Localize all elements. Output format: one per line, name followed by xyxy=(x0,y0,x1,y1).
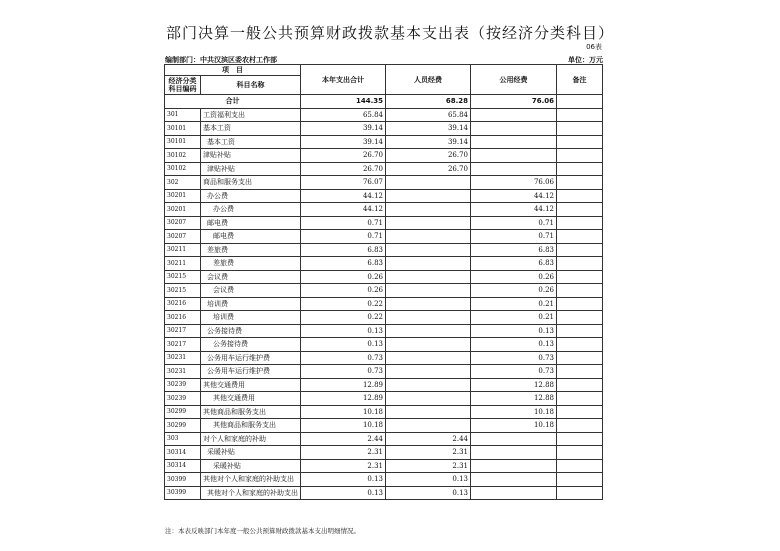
table-row xyxy=(165,473,603,487)
row-personnel: 0.13 xyxy=(386,486,471,500)
row-personnel: 26.70 xyxy=(386,162,471,176)
row-remark xyxy=(557,149,603,163)
row-name: 邮电费 xyxy=(201,216,301,230)
row-total: 10.18 xyxy=(301,405,386,419)
row-public: 44.12 xyxy=(471,189,557,203)
table-row xyxy=(165,149,603,163)
row-name: 基本工资 xyxy=(201,135,301,149)
row-personnel xyxy=(386,351,471,365)
total-label: 合计 xyxy=(165,95,301,109)
row-total: 26.70 xyxy=(301,149,386,163)
row-public xyxy=(471,446,557,460)
table-row xyxy=(165,378,603,392)
row-public: 0.71 xyxy=(471,230,557,244)
header-code: 经济分类科目编码 xyxy=(165,76,201,95)
row-name: 其他商品和服务支出 xyxy=(201,405,301,419)
row-personnel xyxy=(386,365,471,379)
table-row xyxy=(165,365,603,379)
row-public: 12.88 xyxy=(471,392,557,406)
row-remark xyxy=(557,446,603,460)
row-personnel xyxy=(386,419,471,433)
row-code: 30101 xyxy=(165,122,201,136)
row-total: 6.83 xyxy=(301,243,386,257)
row-name: 津贴补贴 xyxy=(201,162,301,176)
row-name: 办公费 xyxy=(201,189,301,203)
row-code: 30215 xyxy=(165,284,201,298)
row-total: 0.13 xyxy=(301,473,386,487)
row-code: 30399 xyxy=(165,473,201,487)
row-code: 30201 xyxy=(165,203,201,217)
total-remark xyxy=(557,95,603,109)
row-total: 39.14 xyxy=(301,135,386,149)
row-name: 公务用车运行维护费 xyxy=(201,351,301,365)
row-personnel xyxy=(386,324,471,338)
row-code: 30314 xyxy=(165,446,201,460)
row-remark xyxy=(557,419,603,433)
row-public: 10.18 xyxy=(471,405,557,419)
row-name: 商品和服务支出 xyxy=(201,176,301,190)
table-row xyxy=(165,176,603,190)
row-remark xyxy=(557,432,603,446)
row-public: 76.06 xyxy=(471,176,557,190)
row-code: 30215 xyxy=(165,270,201,284)
row-total: 2.31 xyxy=(301,459,386,473)
row-name: 公务用车运行维护费 xyxy=(201,365,301,379)
expenditure-table xyxy=(164,64,603,500)
row-personnel xyxy=(386,189,471,203)
row-code: 30101 xyxy=(165,135,201,149)
table-row xyxy=(165,459,603,473)
row-name: 其他交通费用 xyxy=(201,378,301,392)
row-personnel xyxy=(386,203,471,217)
row-public: 0.13 xyxy=(471,324,557,338)
table-row xyxy=(165,243,603,257)
row-public: 0.21 xyxy=(471,297,557,311)
row-public xyxy=(471,162,557,176)
row-code: 30239 xyxy=(165,392,201,406)
table-row xyxy=(165,419,603,433)
row-code: 30201 xyxy=(165,189,201,203)
table-body xyxy=(165,95,603,500)
row-remark xyxy=(557,365,603,379)
row-personnel: 2.31 xyxy=(386,459,471,473)
row-total: 0.13 xyxy=(301,324,386,338)
row-public xyxy=(471,432,557,446)
row-public xyxy=(471,108,557,122)
row-name: 差旅费 xyxy=(201,257,301,271)
row-code: 30207 xyxy=(165,216,201,230)
row-remark xyxy=(557,324,603,338)
row-personnel xyxy=(386,297,471,311)
row-name: 差旅费 xyxy=(201,243,301,257)
row-public xyxy=(471,122,557,136)
row-remark xyxy=(557,392,603,406)
row-personnel xyxy=(386,230,471,244)
row-code: 30207 xyxy=(165,230,201,244)
row-code: 30399 xyxy=(165,486,201,500)
row-total: 44.12 xyxy=(301,189,386,203)
row-remark xyxy=(557,203,603,217)
row-remark xyxy=(557,338,603,352)
table-row xyxy=(165,203,603,217)
row-remark xyxy=(557,351,603,365)
row-public xyxy=(471,473,557,487)
row-public xyxy=(471,149,557,163)
header-total: 本年支出合计 xyxy=(301,65,386,95)
row-name: 其他对个人和家庭的补助支出 xyxy=(201,473,301,487)
row-name: 培训费 xyxy=(201,297,301,311)
row-personnel xyxy=(386,176,471,190)
row-remark xyxy=(557,459,603,473)
table-row xyxy=(165,311,603,325)
row-name: 采暖补贴 xyxy=(201,446,301,460)
row-public: 0.73 xyxy=(471,365,557,379)
footnote: 注：本表反映部门本年度一般公共预算财政拨款基本支出明细情况。 xyxy=(165,527,360,535)
table-row xyxy=(165,122,603,136)
row-remark xyxy=(557,216,603,230)
row-code: 30217 xyxy=(165,338,201,352)
table-row xyxy=(165,284,603,298)
row-remark xyxy=(557,284,603,298)
row-remark xyxy=(557,257,603,271)
row-total: 2.44 xyxy=(301,432,386,446)
table-row xyxy=(165,324,603,338)
row-personnel xyxy=(386,338,471,352)
row-total: 65.84 xyxy=(301,108,386,122)
row-name: 其他对个人和家庭的补助支出 xyxy=(201,486,301,500)
row-name: 培训费 xyxy=(201,311,301,325)
row-code: 30102 xyxy=(165,149,201,163)
row-personnel xyxy=(386,378,471,392)
row-name: 基本工资 xyxy=(201,122,301,136)
row-total: 0.73 xyxy=(301,365,386,379)
row-public: 0.73 xyxy=(471,351,557,365)
total-public: 76.06 xyxy=(471,95,557,109)
row-name: 会议费 xyxy=(201,284,301,298)
table-row xyxy=(165,338,603,352)
table-row xyxy=(165,230,603,244)
row-personnel xyxy=(386,270,471,284)
unit-of-measure: 单位：万元 xyxy=(568,56,603,64)
row-remark xyxy=(557,405,603,419)
row-remark xyxy=(557,378,603,392)
table-row xyxy=(165,189,603,203)
row-remark xyxy=(557,230,603,244)
row-name: 办公费 xyxy=(201,203,301,217)
row-name: 其他商品和服务支出 xyxy=(201,419,301,433)
table-row xyxy=(165,257,603,271)
total-personnel: 68.28 xyxy=(386,95,471,109)
row-remark xyxy=(557,108,603,122)
row-code: 30216 xyxy=(165,311,201,325)
row-remark xyxy=(557,135,603,149)
header-item: 项 目 xyxy=(165,65,301,76)
row-personnel: 0.13 xyxy=(386,473,471,487)
row-code: 30299 xyxy=(165,405,201,419)
row-total: 2.31 xyxy=(301,446,386,460)
row-name: 公务接待费 xyxy=(201,338,301,352)
row-total: 0.71 xyxy=(301,216,386,230)
row-total: 26.70 xyxy=(301,162,386,176)
row-total: 0.22 xyxy=(301,297,386,311)
row-public xyxy=(471,459,557,473)
row-code: 30299 xyxy=(165,419,201,433)
row-public xyxy=(471,486,557,500)
row-remark xyxy=(557,486,603,500)
report-title: 部门决算一般公共预算财政拨款基本支出表（按经济分类科目） xyxy=(165,24,614,42)
row-personnel: 2.31 xyxy=(386,446,471,460)
row-code: 30239 xyxy=(165,378,201,392)
row-code: 301 xyxy=(165,108,201,122)
row-total: 0.13 xyxy=(301,486,386,500)
row-name: 其他交通费用 xyxy=(201,392,301,406)
row-public: 0.21 xyxy=(471,311,557,325)
row-total: 39.14 xyxy=(301,122,386,136)
table-row xyxy=(165,432,603,446)
header-name: 科目名称 xyxy=(201,76,301,95)
row-remark xyxy=(557,311,603,325)
row-personnel: 39.14 xyxy=(386,135,471,149)
row-total: 0.26 xyxy=(301,284,386,298)
total-row xyxy=(165,95,603,109)
table-row xyxy=(165,392,603,406)
row-total: 12.89 xyxy=(301,378,386,392)
row-code: 30231 xyxy=(165,365,201,379)
table-row xyxy=(165,297,603,311)
row-remark xyxy=(557,473,603,487)
row-remark xyxy=(557,189,603,203)
row-public: 10.18 xyxy=(471,419,557,433)
row-public: 0.26 xyxy=(471,284,557,298)
row-name: 对个人和家庭的补助 xyxy=(201,432,301,446)
table-row xyxy=(165,446,603,460)
row-personnel: 65.84 xyxy=(386,108,471,122)
row-public: 6.83 xyxy=(471,257,557,271)
table-row xyxy=(165,351,603,365)
row-personnel xyxy=(386,243,471,257)
row-code: 303 xyxy=(165,432,201,446)
row-remark xyxy=(557,162,603,176)
row-remark xyxy=(557,297,603,311)
row-total: 0.26 xyxy=(301,270,386,284)
row-code: 30217 xyxy=(165,324,201,338)
row-public: 0.71 xyxy=(471,216,557,230)
row-personnel: 2.44 xyxy=(386,432,471,446)
row-personnel xyxy=(386,216,471,230)
table-row xyxy=(165,162,603,176)
row-code: 30102 xyxy=(165,162,201,176)
row-remark xyxy=(557,176,603,190)
row-personnel xyxy=(386,405,471,419)
table-row xyxy=(165,405,603,419)
row-code: 30216 xyxy=(165,297,201,311)
row-remark xyxy=(557,270,603,284)
row-total: 10.18 xyxy=(301,419,386,433)
total-amount: 144.35 xyxy=(301,95,386,109)
row-name: 津贴补贴 xyxy=(201,149,301,163)
table-row xyxy=(165,486,603,500)
row-public: 6.83 xyxy=(471,243,557,257)
row-code: 30231 xyxy=(165,351,201,365)
row-personnel xyxy=(386,284,471,298)
row-remark xyxy=(557,243,603,257)
table-row xyxy=(165,108,603,122)
table-row xyxy=(165,270,603,284)
table-row xyxy=(165,216,603,230)
row-code: 30211 xyxy=(165,243,201,257)
row-total: 0.13 xyxy=(301,338,386,352)
row-public: 0.13 xyxy=(471,338,557,352)
row-total: 76.07 xyxy=(301,176,386,190)
header-personnel: 人员经费 xyxy=(386,65,471,95)
row-code: 302 xyxy=(165,176,201,190)
row-personnel xyxy=(386,311,471,325)
row-remark xyxy=(557,122,603,136)
row-code: 30314 xyxy=(165,459,201,473)
row-public: 0.26 xyxy=(471,270,557,284)
header-remark: 备注 xyxy=(557,65,603,95)
row-public: 12.88 xyxy=(471,378,557,392)
header-public: 公用经费 xyxy=(471,65,557,95)
row-personnel: 39.14 xyxy=(386,122,471,136)
row-name: 采暖补贴 xyxy=(201,459,301,473)
table-row xyxy=(165,135,603,149)
row-personnel xyxy=(386,257,471,271)
row-personnel xyxy=(386,392,471,406)
row-name: 邮电费 xyxy=(201,230,301,244)
row-code: 30211 xyxy=(165,257,201,271)
row-total: 6.83 xyxy=(301,257,386,271)
row-total: 0.71 xyxy=(301,230,386,244)
table-number: 06表 xyxy=(586,43,602,51)
row-name: 会议费 xyxy=(201,270,301,284)
row-personnel: 26.70 xyxy=(386,149,471,163)
row-total: 44.12 xyxy=(301,203,386,217)
row-name: 公务接待费 xyxy=(201,324,301,338)
row-total: 0.73 xyxy=(301,351,386,365)
row-public: 44.12 xyxy=(471,203,557,217)
row-public xyxy=(471,135,557,149)
row-name: 工资福利支出 xyxy=(201,108,301,122)
compiling-unit: 编制部门：中共汉滨区委农村工作部 xyxy=(165,56,277,64)
row-total: 12.89 xyxy=(301,392,386,406)
row-total: 0.22 xyxy=(301,311,386,325)
